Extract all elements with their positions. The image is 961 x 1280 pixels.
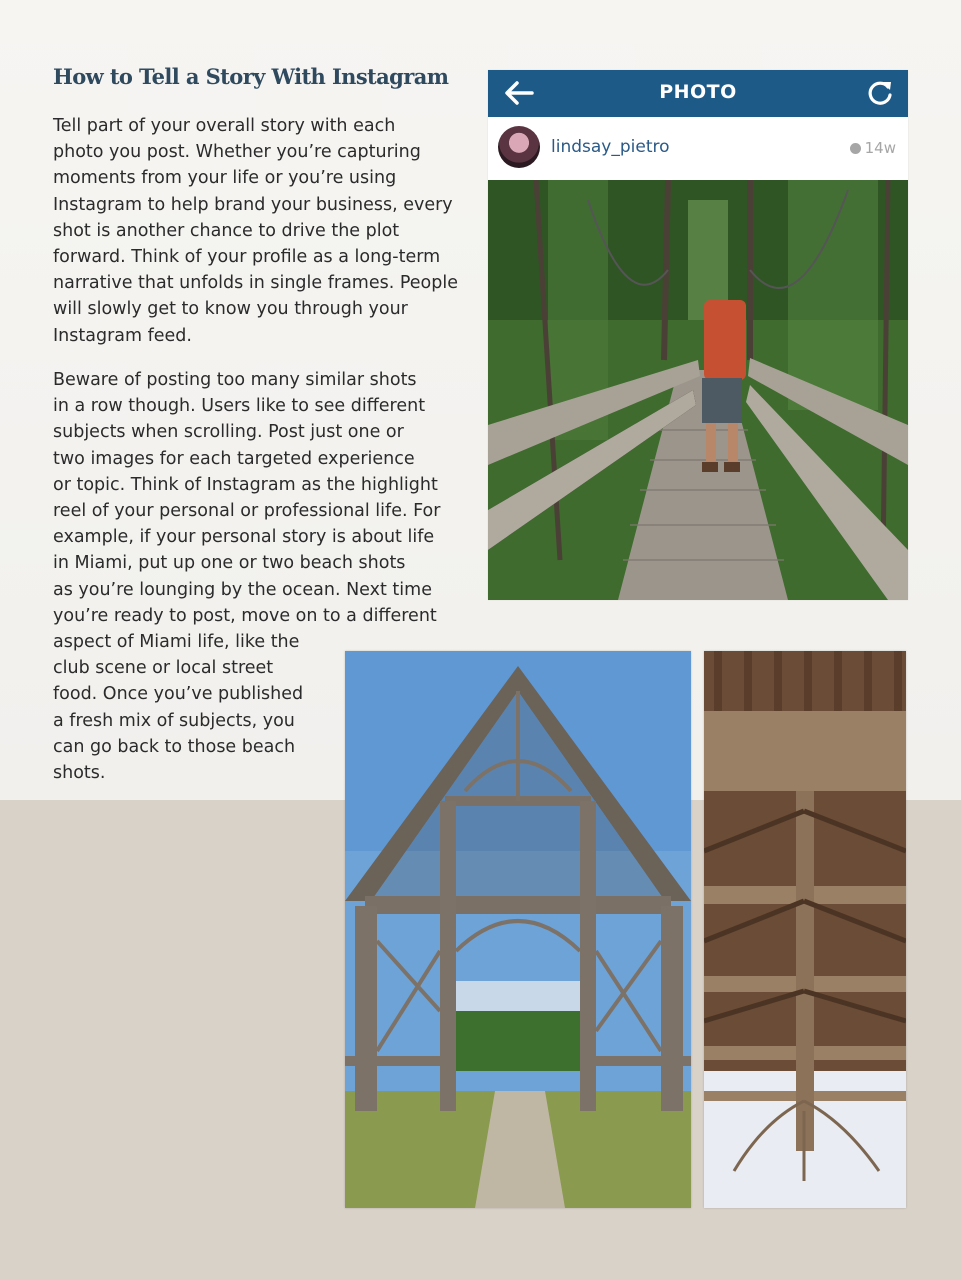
post-age — [850, 139, 896, 157]
article-title: How to Tell a Story With Instagram — [53, 64, 449, 89]
article-paragraph-1: Tell part of your overall story with each photo you post. Whether you’re capturing moments from your life or you’re using Instagram to help brand your business, every shot is another chance to drive the plot forward. Think of your profile as a long-term narrative that unfolds in single frames. People will slowly get to know you through your Instagram feed. — [53, 116, 458, 346]
roof-rafters-photo — [704, 651, 906, 1208]
instagram-user-row — [488, 117, 908, 181]
username-link[interactable]: lindsay_pietro — [551, 137, 670, 157]
article-paragraph-2: Beware of posting too many similar shots in a row though. Users like to see different subjects when scrolling. Post just one or two images for each targeted experience or topic. Think of Instagram as the highlight reel of your personal or professional life. For example, if your personal story is about life in Miami, put up one or two beach shots as you’re lounging by the ocean. Next time you’re ready to post, move on to a different aspect of Miami life, like the club scene or local street food. Once you’ve published a fresh mix of subjects, you can go back to those beach shots. — [53, 370, 441, 784]
clock-icon — [850, 143, 861, 154]
instagram-header-bar — [488, 70, 908, 117]
bridge-hiker-photo — [488, 180, 908, 600]
instagram-header-title: PHOTO — [659, 81, 737, 103]
post-age-label: 14w — [864, 139, 896, 157]
refresh-icon[interactable] — [866, 78, 894, 108]
avatar[interactable] — [498, 126, 540, 168]
rustic-gazebo-photo — [345, 651, 691, 1208]
instagram-post-screenshot — [488, 70, 908, 600]
